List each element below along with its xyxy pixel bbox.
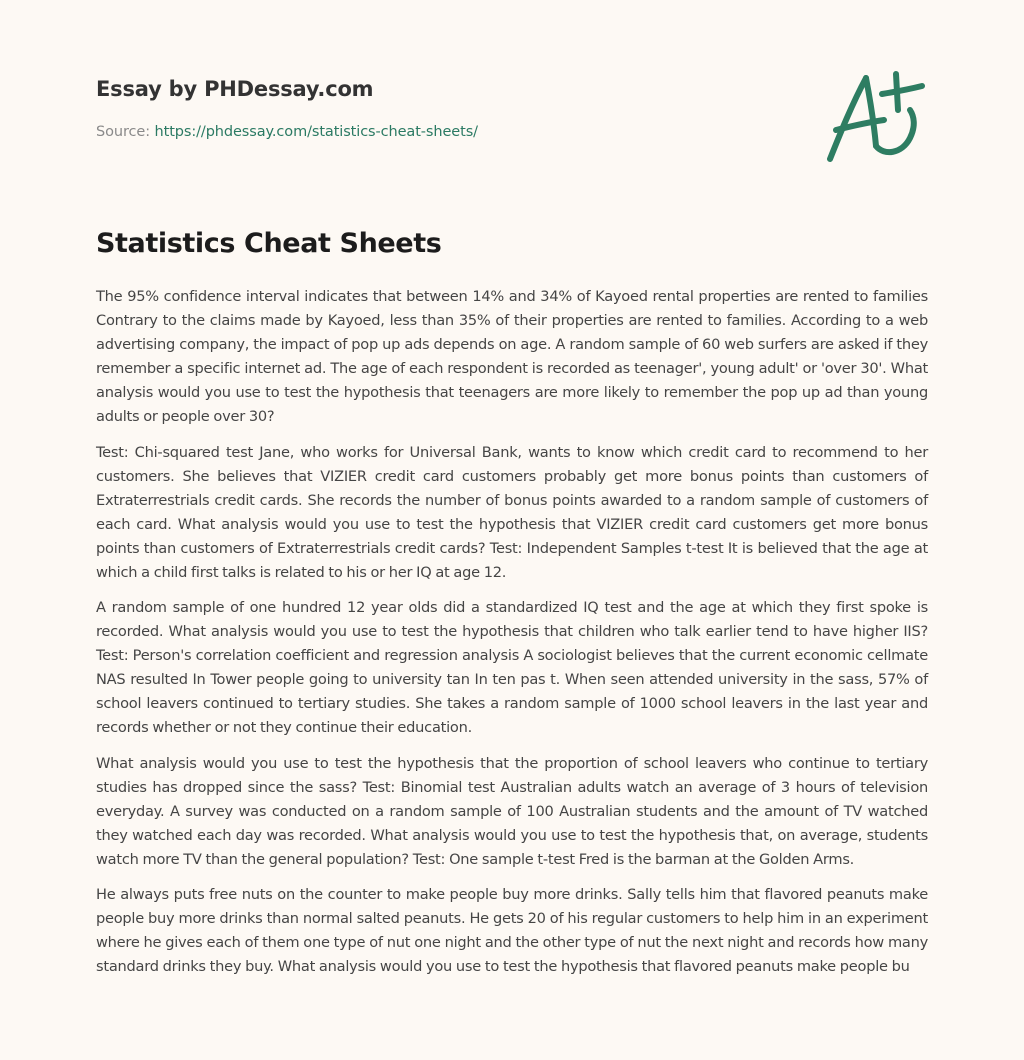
source-label: Source:	[96, 124, 150, 140]
paragraph: The 95% confidence interval indicates that between 14% and 34% of Kayoed rental properties are rented to families Contrary to the claims made by Kayoed, less than 35% of their properties are rented to families. According to a web advertising company, the impact of pop up ads depends on age. A random sample of 60 web surfers are asked if they remember a specific internet ad. The age of each respondent is recorded as teenager', young adult' or 'over 30'. What analysis would you use to test the hypothesis that teenagers are more likely to remember the pop up ad than young adults or people over 30?	[96, 288, 928, 425]
paragraph: He always puts free nuts on the counter to make people buy more drinks. Sally tells him that flavored peanuts make people buy more drinks than normal salted peanuts. He gets 20 of his regular customers to help him in an experiment where he gives each of them one type of nut one night and the other type of nut the next night and records how many standard drinks they buy. What analysis would you use to test the hypothesis that flavored peanuts make people bu	[96, 886, 928, 975]
site-title: Essay by PHDessay.com	[96, 77, 374, 101]
essay-header	[96, 74, 796, 142]
page-title: Statistics Cheat Sheets	[96, 228, 442, 259]
paragraph: Test: Chi-squared test Jane, who works for Universal Bank, wants to know which credit card to recommend to her customers. She believes that VIZIER credit card customers probably get more bonus points than customers of Extraterrestrials credit cards. She records the number of bonus points awarded to a random sample of customers of each card. What analysis would you use to test the hypothesis that VIZIER credit card customers get more bonus points than customers of Extraterrestrials credit cards? Test: Independent Samples t-test It is believed that the age at which a child first talks is related to his or her IQ at age 12.	[96, 443, 928, 581]
a-plus-grade-icon	[818, 64, 934, 168]
essay-body	[96, 285, 928, 991]
source-link[interactable]: https://phdessay.com/statistics-cheat-sheets/	[154, 124, 478, 140]
paragraph: A random sample of one hundred 12 year olds did a standardized IQ test and the age at which they first spoke is recorded. What analysis would you use to test the hypothesis that children who talk earlier tend to have higher IIS? Test: Person's correlation coefficient and regression analysis A sociologist believes that the current economic cellmate NAS resulted In Tower people going to university tan In ten pas t. When seen attended university in the sass, 57% of school leavers continued to tertiary studies. She takes a random sample of 1000 school leavers in the last year and records whether or not they continue their education.	[96, 599, 928, 736]
source-line	[96, 122, 796, 142]
paragraph: What analysis would you use to test the hypothesis that the proportion of school leavers who continue to tertiary studies has dropped since the sass? Test: Binomial test Australian adults watch an average of 3 hours of television everyday. A survey was conducted on a random sample of 100 Australian students and the amount of TV watched they watched each day was recorded. What analysis would you use to test the hypothesis that, on average, students watch more TV than the general population? Test: One sample t-test Fred is the barman at the Golden Arms.	[96, 754, 928, 868]
